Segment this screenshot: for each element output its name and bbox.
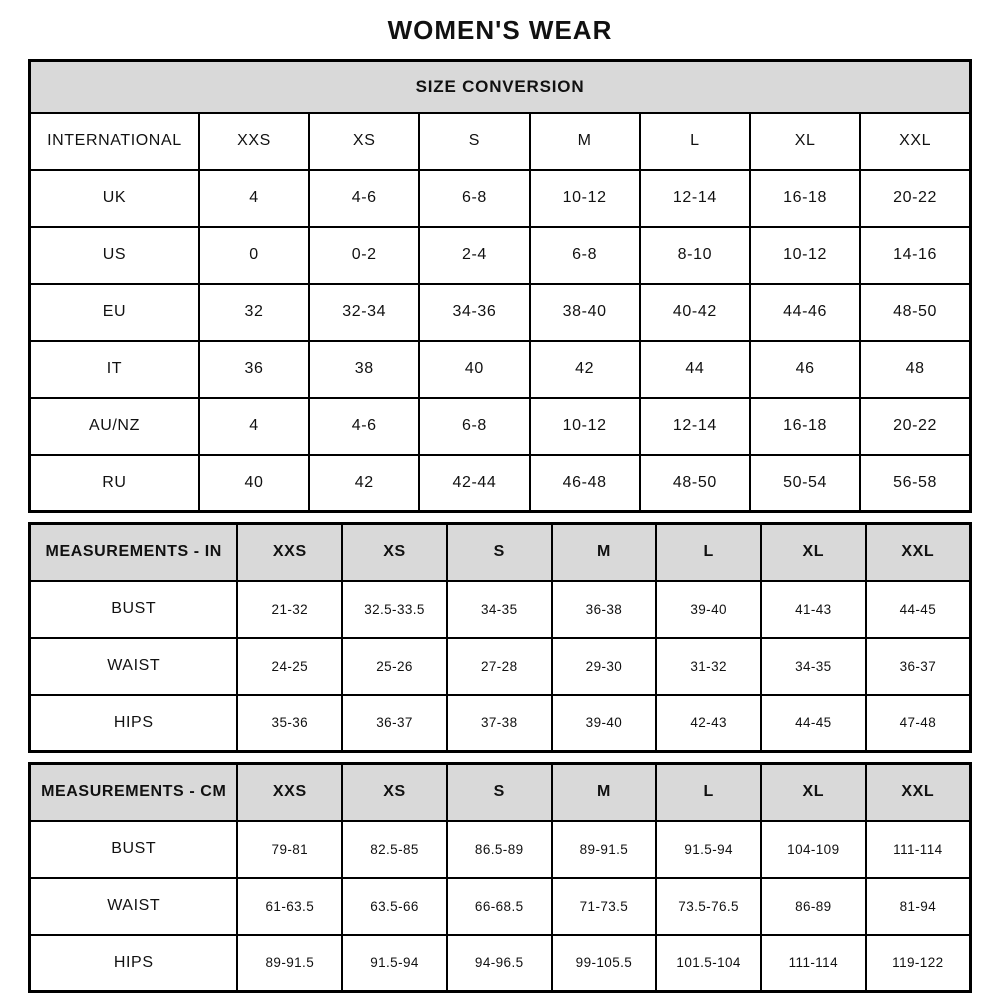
table-cell: 24-25	[237, 638, 342, 695]
column-header: INTERNATIONAL	[30, 113, 199, 170]
table-cell: 79-81	[237, 821, 342, 878]
table-cell: 14-16	[860, 227, 970, 284]
column-header: XXL	[866, 524, 971, 581]
table-cell: 34-35	[761, 638, 866, 695]
table-row	[30, 821, 971, 878]
page-title: WOMEN'S WEAR	[387, 15, 613, 45]
column-header: XS	[309, 113, 419, 170]
table-row	[30, 284, 971, 341]
column-header: XL	[761, 524, 866, 581]
row-label: BUST	[30, 821, 238, 878]
table-cell: 21-32	[237, 581, 342, 638]
row-label: WAIST	[30, 878, 238, 935]
table-title: MEASUREMENTS - IN	[30, 524, 238, 581]
table-cell: 82.5-85	[342, 821, 447, 878]
table-cell: 91.5-94	[656, 821, 761, 878]
table-cell: 20-22	[860, 398, 970, 455]
table-cell: 119-122	[866, 935, 971, 992]
table-cell: 4-6	[309, 398, 419, 455]
column-header: M	[552, 524, 657, 581]
table-cell: 44-46	[750, 284, 860, 341]
column-header: XXL	[866, 764, 971, 821]
table-cell: 34-35	[447, 581, 552, 638]
table-title: MEASUREMENTS - CM	[30, 764, 238, 821]
table-cell: 42	[309, 455, 419, 512]
column-header: S	[447, 524, 552, 581]
table-cell: 16-18	[750, 398, 860, 455]
table-cell: 36	[199, 341, 309, 398]
column-header: XS	[342, 764, 447, 821]
table-cell: 94-96.5	[447, 935, 552, 992]
size-conversion-table	[28, 59, 972, 513]
table-cell: 2-4	[419, 227, 529, 284]
table-cell: 42	[530, 341, 640, 398]
table-cell: 4	[199, 170, 309, 227]
column-header: S	[447, 764, 552, 821]
table-cell: 10-12	[530, 398, 640, 455]
table-cell: 101.5-104	[656, 935, 761, 992]
table-row	[30, 695, 971, 752]
table-cell: 111-114	[866, 821, 971, 878]
column-header: XXS	[237, 764, 342, 821]
table-cell: 6-8	[419, 170, 529, 227]
table-cell: 25-26	[342, 638, 447, 695]
column-header: XL	[761, 764, 866, 821]
table-cell: 4	[199, 398, 309, 455]
table-cell: 104-109	[761, 821, 866, 878]
table-cell: 44	[640, 341, 750, 398]
column-header: XXS	[237, 524, 342, 581]
table-spacer	[28, 753, 972, 762]
table-cell: 32.5-33.5	[342, 581, 447, 638]
table-row	[30, 935, 971, 992]
table-cell: 86.5-89	[447, 821, 552, 878]
row-label: WAIST	[30, 638, 238, 695]
table-cell: 48	[860, 341, 970, 398]
table-cell: 20-22	[860, 170, 970, 227]
column-header: XL	[750, 113, 860, 170]
row-label: UK	[30, 170, 199, 227]
size-conversion-banner: SIZE CONVERSION	[30, 61, 971, 113]
column-header: XS	[342, 524, 447, 581]
table-row	[30, 581, 971, 638]
table-row	[30, 878, 971, 935]
table-cell: 10-12	[530, 170, 640, 227]
table-cell: 48-50	[640, 455, 750, 512]
table-cell: 36-38	[552, 581, 657, 638]
row-label: US	[30, 227, 199, 284]
column-header: L	[640, 113, 750, 170]
table-cell: 36-37	[866, 638, 971, 695]
table-cell: 27-28	[447, 638, 552, 695]
table-cell: 39-40	[552, 695, 657, 752]
table-cell: 40	[199, 455, 309, 512]
table-row	[30, 341, 971, 398]
table-cell: 29-30	[552, 638, 657, 695]
measurements-cm-table	[28, 762, 972, 993]
table-cell: 0-2	[309, 227, 419, 284]
table-cell: 61-63.5	[237, 878, 342, 935]
table-row	[30, 170, 971, 227]
table-row	[30, 398, 971, 455]
table-cell: 6-8	[419, 398, 529, 455]
table-cell: 41-43	[761, 581, 866, 638]
table-cell: 50-54	[750, 455, 860, 512]
row-label: BUST	[30, 581, 238, 638]
row-label: RU	[30, 455, 199, 512]
table-row	[30, 227, 971, 284]
table-cell: 8-10	[640, 227, 750, 284]
table-cell: 35-36	[237, 695, 342, 752]
table-cell: 66-68.5	[447, 878, 552, 935]
column-header: XXS	[199, 113, 309, 170]
column-header: XXL	[860, 113, 970, 170]
column-header: L	[656, 524, 761, 581]
table-cell: 12-14	[640, 170, 750, 227]
row-label: HIPS	[30, 935, 238, 992]
table-cell: 48-50	[860, 284, 970, 341]
column-header: L	[656, 764, 761, 821]
table-cell: 0	[199, 227, 309, 284]
row-label: AU/NZ	[30, 398, 199, 455]
column-header: S	[419, 113, 529, 170]
table-cell: 36-37	[342, 695, 447, 752]
table-cell: 42-44	[419, 455, 529, 512]
measurements-in-table	[28, 522, 972, 753]
table-cell: 99-105.5	[552, 935, 657, 992]
table-cell: 37-38	[447, 695, 552, 752]
table-cell: 31-32	[656, 638, 761, 695]
table-cell: 44-45	[866, 581, 971, 638]
table-cell: 40-42	[640, 284, 750, 341]
table-cell: 73.5-76.5	[656, 878, 761, 935]
table-cell: 34-36	[419, 284, 529, 341]
table-cell: 46	[750, 341, 860, 398]
table-spacer	[28, 513, 972, 522]
table-cell: 89-91.5	[552, 821, 657, 878]
table-cell: 39-40	[656, 581, 761, 638]
table-cell: 40	[419, 341, 529, 398]
table-cell: 12-14	[640, 398, 750, 455]
table-cell: 38	[309, 341, 419, 398]
table-cell: 44-45	[761, 695, 866, 752]
table-cell: 38-40	[530, 284, 640, 341]
table-cell: 86-89	[761, 878, 866, 935]
measurements-cm-header-row	[30, 764, 971, 821]
table-cell: 42-43	[656, 695, 761, 752]
table-cell: 81-94	[866, 878, 971, 935]
table-cell: 91.5-94	[342, 935, 447, 992]
table-cell: 111-114	[761, 935, 866, 992]
column-header: M	[552, 764, 657, 821]
table-cell: 32	[199, 284, 309, 341]
table-row	[30, 638, 971, 695]
table-cell: 56-58	[860, 455, 970, 512]
row-label: EU	[30, 284, 199, 341]
row-label: IT	[30, 341, 199, 398]
table-row	[30, 455, 971, 512]
table-cell: 71-73.5	[552, 878, 657, 935]
row-label: HIPS	[30, 695, 238, 752]
measurements-in-header-row	[30, 524, 971, 581]
table-cell: 10-12	[750, 227, 860, 284]
size-conversion-columns-row	[30, 113, 971, 170]
table-cell: 89-91.5	[237, 935, 342, 992]
table-cell: 16-18	[750, 170, 860, 227]
table-cell: 46-48	[530, 455, 640, 512]
table-cell: 6-8	[530, 227, 640, 284]
table-cell: 63.5-66	[342, 878, 447, 935]
size-conversion-banner-row	[30, 61, 971, 113]
table-cell: 47-48	[866, 695, 971, 752]
table-cell: 32-34	[309, 284, 419, 341]
column-header: M	[530, 113, 640, 170]
table-cell: 4-6	[309, 170, 419, 227]
